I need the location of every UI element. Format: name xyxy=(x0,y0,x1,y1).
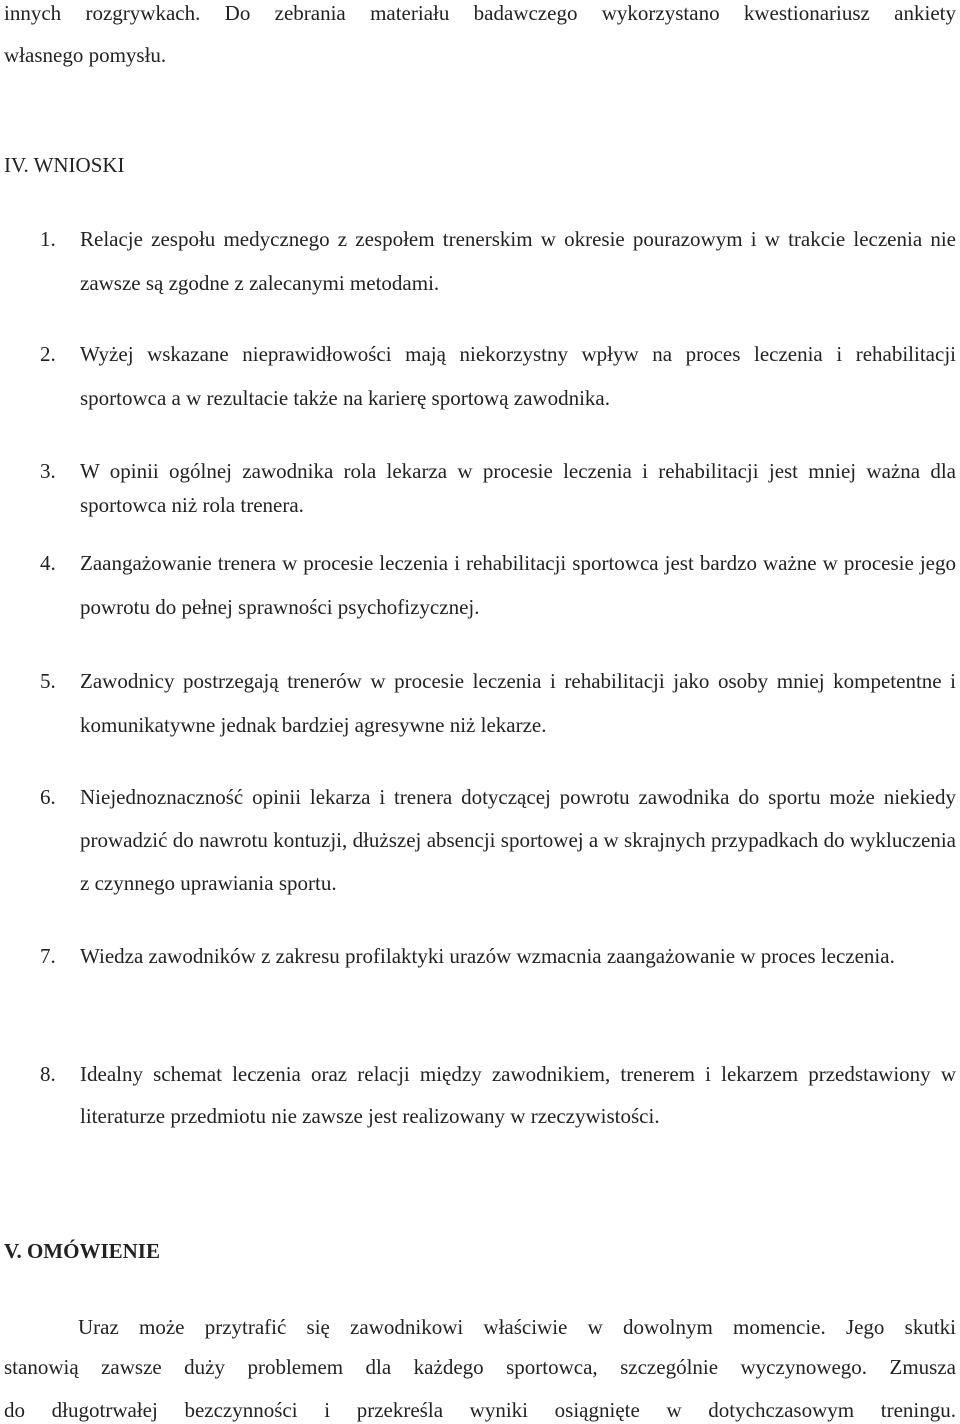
item-number: 2. xyxy=(40,342,56,366)
discussion-line-1: Uraz może przytrafić się zawodnikowi właściwie w dowolnym momencie. Jego skutki xyxy=(78,1315,956,1339)
conclusion-item-3 xyxy=(40,461,956,521)
item-text: Zawodnicy postrzegają trenerów w procesie leczenia i rehabilitacji jako osoby mniej kompetentne i komunikatywne jednak bardziej agresywne niż lekarze. xyxy=(80,669,956,737)
item-number: 1. xyxy=(40,227,56,251)
conclusion-item-7 xyxy=(40,946,956,1016)
item-text: Relacje zespołu medycznego z zespołem trenerskim w okresie pourazowym i w trakcie leczenia nie zawsze są zgodne z zalecanymi metodami. xyxy=(80,227,956,295)
section-heading-conclusions: IV. WNIOSKI xyxy=(4,153,125,177)
item-number: 8. xyxy=(40,1062,56,1086)
discussion-line-2: stanowią zawsze duży problemem dla każdego sportowca, szczególnie wyczynowego. Zmusza xyxy=(4,1355,956,1379)
item-text: Idealny schemat leczenia oraz relacji między zawodnikiem, trenerem i lekarzem przedstawiony w literaturze przedmiotu nie zawsze jest realizowany w rzeczywistości. xyxy=(80,1062,956,1128)
conclusion-item-8 xyxy=(40,1064,956,1134)
item-number: 5. xyxy=(40,669,56,693)
item-number: 3. xyxy=(40,459,56,483)
conclusion-item-1 xyxy=(40,229,956,299)
item-text: Zaangażowanie trenera w procesie leczenia i rehabilitacji sportowca jest bardzo ważne w procesie jego powrotu do pełnej sprawności psychofizycznej. xyxy=(80,551,956,619)
conclusion-item-4 xyxy=(40,553,956,623)
conclusion-item-6 xyxy=(40,787,956,897)
item-number: 4. xyxy=(40,551,56,575)
item-text: W opinii ogólnej zawodnika rola lekarza w procesie leczenia i rehabilitacji jest mniej ważna dla sportowca niż rola trenera. xyxy=(80,459,956,517)
conclusion-item-5 xyxy=(40,671,956,741)
continuation-line-1: innych rozgrywkach. Do zebrania materiału badawczego wykorzystano kwestionariusz ankiety xyxy=(4,1,956,25)
item-number: 6. xyxy=(40,785,56,809)
conclusion-item-2 xyxy=(40,344,956,414)
discussion-line-3: do długotrwałej bezczynności i przekreśla wyniki osiągnięte w dotychczasowym treningu. xyxy=(4,1398,956,1422)
continuation-line-2: własnego pomysłu. xyxy=(4,43,167,67)
section-heading-discussion: V. OMÓWIENIE xyxy=(4,1239,160,1263)
item-text: Wyżej wskazane nieprawidłowości mają niekorzystny wpływ na proces leczenia i rehabilitacji sportowca a w rezultacie także na karierę sportową zawodnika. xyxy=(80,342,956,410)
item-text: Niejednoznaczność opinii lekarza i trenera dotyczącej powrotu zawodnika do sportu może niekiedy prowadzić do nawrotu kontuzji, dłuższej absencji sportowej a w skrajnych przypadkach do wykluczenia z czynnego uprawiania sportu. xyxy=(80,785,956,895)
item-number: 7. xyxy=(40,944,56,968)
item-text: Wiedza zawodników z zakresu profilaktyki urazów wzmacnia zaangażowanie w proces leczenia. xyxy=(80,944,895,968)
